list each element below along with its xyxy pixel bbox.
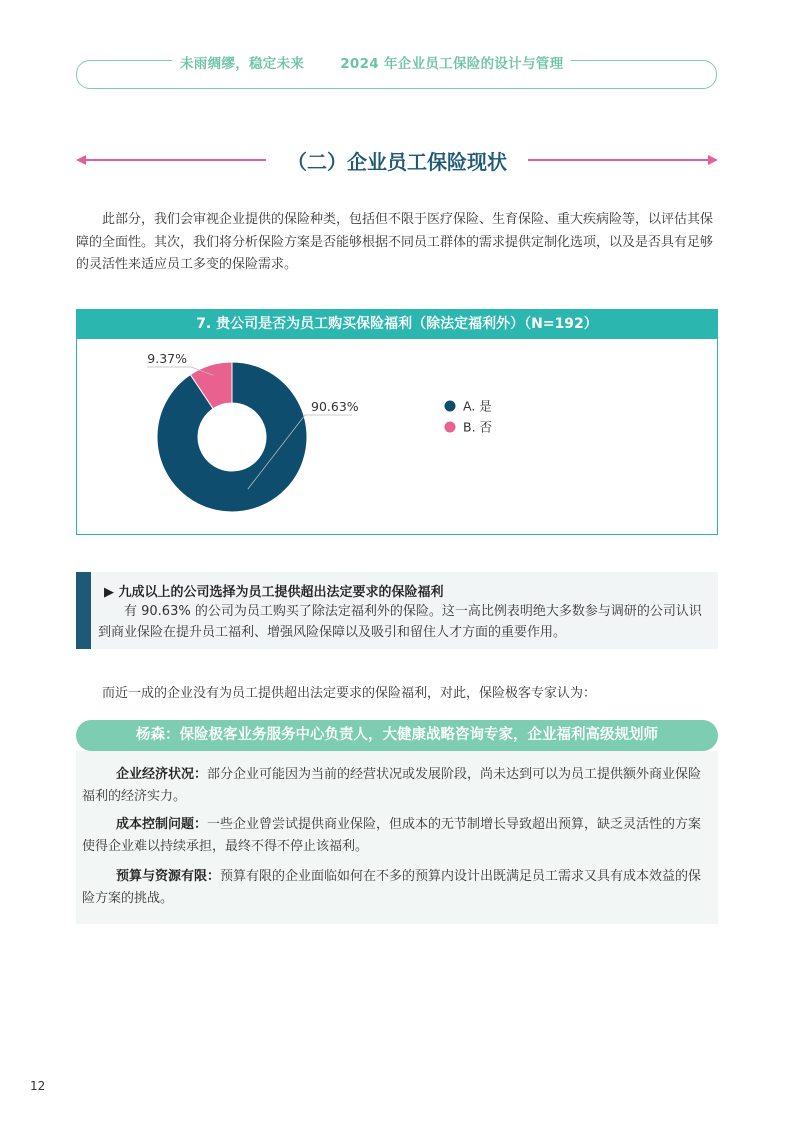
expert-item-text: 部分企业可能因为当前的经营状况或发展阶段，尚未达到可以为员工提供额外商业保险福利的经济实力。 xyxy=(82,767,702,804)
section-title: （二）企业员工保险现状 xyxy=(287,150,507,174)
expert-item-text: 一些企业曾尝试提供商业保险，但成本的无节制增长导致超出预算，缺乏灵活性的方案使得企业难以持续承担，最终不得不停止该福利。 xyxy=(82,817,702,854)
header-doc-title: 2024 年企业员工保险的设计与管理 xyxy=(340,56,564,72)
transition-paragraph: 而近一成的企业没有为员工提供超出法定要求的保险福利，对此，保险极客专家认为： xyxy=(102,686,597,701)
expert-item-text: 预算有限的企业面临如何在不多的预算内设计出既满足员工需求又具有成本效益的保险方案的挑战。 xyxy=(82,869,702,906)
expert-item-budget xyxy=(82,866,710,910)
legend-label-2: B. 否 xyxy=(463,419,493,435)
chart-panel xyxy=(76,309,718,535)
page-number: 12 xyxy=(30,1079,46,1093)
slice-label-1: 90.63% xyxy=(311,399,359,414)
running-header xyxy=(172,52,571,72)
expert-item-cost xyxy=(82,814,710,858)
expert-item-economy xyxy=(82,764,710,808)
expert-name-banner: 杨森：保险极客业务服务中心负责人，大健康战略咨询专家，企业福利高级规划师 xyxy=(76,720,718,751)
legend-label-1: A. 是 xyxy=(463,398,492,414)
expert-opinion-panel xyxy=(76,751,718,924)
chart-title: 7. 贵公司是否为员工购买保险福利（除法定福利外）（N=192） xyxy=(77,310,717,339)
slice-label-2: 9.37% xyxy=(147,351,187,366)
expert-item-label: 成本控制问题： xyxy=(116,817,208,832)
callout-text: 有 90.63% 的公司为员工购买了除法定福利外的保险。这一高比例表明绝大多数参与调研的公司认识到商业保险在提升员工福利、增强风险保障以及吸引和留住人才方面的重要作用。 xyxy=(98,604,702,640)
donut-chart xyxy=(77,339,716,533)
expert-item-label: 企业经济状况： xyxy=(116,767,208,782)
key-finding-callout xyxy=(76,572,718,649)
legend-swatch-1 xyxy=(445,401,456,412)
callout-title: ▶ 九成以上的公司选择为员工提供超出法定要求的保险福利 xyxy=(104,585,444,600)
intro-paragraph: 此部分，我们会审视企业提供的保险种类，包括但不限于医疗保险、生育保险、重大疾病险等，以评估其保障的全面性。其次，我们将分析保险方案是否能够根据不同员工群体的需求提供定制化选项，以及是否具有足够的灵活性来适应员工多变的保险需求。 xyxy=(76,212,714,272)
arrow-right-icon xyxy=(708,155,718,165)
section-rule-left xyxy=(80,159,266,161)
header-slogan: 未雨绸缪，稳定未来 xyxy=(180,56,305,72)
legend-swatch-2 xyxy=(445,422,456,433)
section-rule-right xyxy=(528,159,714,161)
expert-item-label: 预算与资源有限： xyxy=(116,869,221,884)
callout-accent-bar xyxy=(76,572,91,649)
